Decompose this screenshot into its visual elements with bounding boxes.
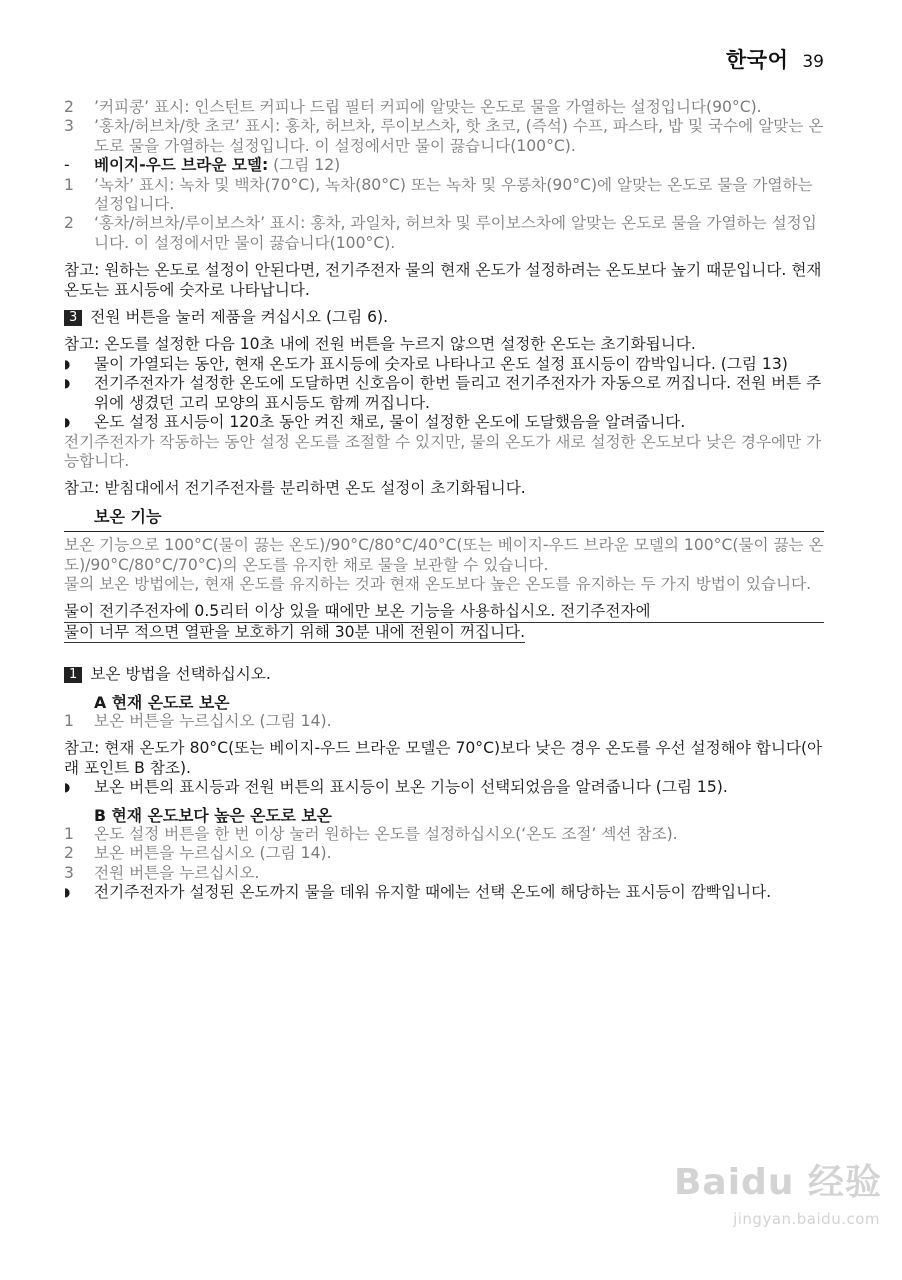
warning-line: 물이 전기주전자에 0.5리터 이상 있을 때에만 보온 기능을 사용하십시오. 전기주전자에 [64, 602, 824, 622]
bullet-text: 온도 설정 표시등이 120초 동안 켜진 채로, 물이 설정한 온도에 도달했음을 알려줍니다. [94, 413, 686, 432]
watermark-logo-text: Baidu 经验 [673, 1162, 882, 1203]
note-paragraph: 참고: 현재 온도가 80°C(또는 베이지-우드 브라운 모델은 70°C)보다 낮은 경우 온도를 우선 설정해야 합니다(아래 포인트 B 참조). [64, 739, 823, 777]
bullet-text: 보온 버튼의 표시등과 전원 버튼의 표시등이 보온 기능이 선택되었음을 알려줍니다 (그림 15). [94, 778, 728, 797]
item-number: 1 [64, 825, 74, 843]
bullet-item [64, 355, 824, 374]
note-paragraph: 참고: 받침대에서 전기주전자를 분리하면 온도 설정이 초기화됩니다. [64, 479, 526, 498]
subsection-title: A 현재 온도로 보온 [94, 692, 230, 712]
page-header [726, 44, 824, 74]
item-text: ‘홍차/허브차/루이보스차’ 표시: 홍차, 과일차, 허브차 및 루이보스차에 알맞는 온도로 물을 가열하는 설정입니다. 이 설정에서만 물이 끓습니다(100°C). [94, 214, 817, 252]
step-text: 보온 방법을 선택하십시오. [90, 665, 271, 684]
list-item [64, 864, 824, 883]
bullet-text: 전기주전자가 설정한 온도에 도달하면 신호음이 한번 들리고 전기주전자가 자동으로 꺼집니다. 전원 버튼 주위에 생겼던 고리 모양의 표시등도 함께 꺼집니다. [94, 374, 822, 412]
watermark-url: jingyan.baidu.com [733, 1210, 880, 1228]
bullet-item [64, 883, 824, 902]
page-content [64, 98, 824, 903]
bullet-item [64, 778, 824, 797]
item-number: 2 [64, 844, 74, 863]
list-item [64, 117, 824, 156]
item-text: 보온 버튼을 누르십시오 (그림 14). [94, 844, 332, 863]
item-number: 3 [64, 863, 74, 882]
subsection-title: B 현재 온도보다 높은 온도로 보온 [94, 805, 332, 825]
bullet-icon: ◗ [64, 780, 71, 795]
item-text: ’커피콩’ 표시: 인스턴트 커피나 드립 필터 커피에 알맞는 온도로 물을 가열하는 설정입니다(90°C). [94, 98, 762, 116]
list-item [64, 825, 824, 844]
bullet-icon: ◗ [64, 885, 71, 900]
list-item [64, 844, 824, 863]
item-text: ’녹차’ 표시: 녹차 및 백차(70°C), 녹차(80°C) 또는 녹차 및 우롱차(90°C)에 알맞는 온도로 물을 가열하는 설정입니다. [94, 175, 813, 214]
warning-block [64, 602, 824, 643]
body-paragraph: 보온 기능으로 100°C(물이 끓는 온도)/90°C/80°C/40°C(또는 베이지-우드 브라운 모델의 100°C(물이 끓는 온도)/90°C/80°C/70°C)의 온도를 유지한 채로 물을 보관할 수 있습니다. [64, 536, 824, 574]
dash-marker: - [64, 156, 70, 175]
item-text: 온도 설정 버튼을 한 번 이상 눌러 원하는 온도를 설정하십시오(‘온도 조절’ 섹션 참조). [94, 825, 678, 843]
item-text: 보온 버튼을 누르십시오 (그림 14). [94, 711, 332, 730]
item-number: 2 [64, 214, 74, 233]
step-number-box: 3 [64, 310, 82, 326]
step-number-box: 1 [64, 667, 82, 683]
model-heading [64, 156, 824, 175]
note-paragraph: 참고: 원하는 온도로 설정이 안된다면, 전기주전자 물의 현재 온도가 설정하려는 온도보다 높기 때문입니다. 현재 온도는 표시등에 숫자로 나타납니다. [64, 261, 822, 299]
list-item [64, 712, 824, 731]
section-heading [64, 507, 824, 532]
bullet-icon: ◗ [64, 376, 71, 391]
item-text: ’홍차/허브차/핫 초코’ 표시: 홍차, 허브차, 루이보스차, 핫 초코, (즉석) 수프, 파스타, 밥 및 국수에 알맞는 온도로 물을 가열하는 설정입니다. 이 설정에서만 물이 끓습니다(100°C). [94, 117, 824, 155]
language-label: 한국어 [726, 48, 789, 72]
bullet-icon: ◗ [64, 356, 71, 371]
item-number: 1 [64, 711, 74, 730]
section-title: 보온 기능 [94, 506, 162, 526]
bullet-text: 물이 가열되는 동안, 현재 온도가 표시등에 숫자로 나타나고 온도 설정 표시등이 깜박입니다. (그림 13) [94, 354, 788, 373]
warning-line: 물이 너무 적으면 열판을 보호하기 위해 30분 내에 전원이 꺼집니다. [64, 623, 525, 643]
watermark [658, 1154, 888, 1228]
item-text: 전원 버튼을 누르십시오. [94, 863, 260, 882]
step-line [64, 665, 824, 684]
page-number: 39 [802, 52, 824, 72]
model-name: 베이지-우드 브라운 모델: [94, 156, 269, 175]
bullet-text: 전기주전자가 설정된 온도까지 물을 데워 유지할 때에는 선택 온도에 해당하는 표시등이 깜빡입니다. [94, 883, 772, 902]
body-paragraph: 물의 보온 방법에는, 현재 온도를 유지하는 것과 현재 온도보다 높은 온도를 유지하는 두 가지 방법이 있습니다. [64, 574, 812, 593]
list-item [64, 98, 824, 117]
bullet-item [64, 413, 824, 432]
item-number: 3 [64, 117, 74, 136]
list-item [64, 214, 824, 253]
item-number: 1 [64, 175, 74, 194]
bullet-icon: ◗ [64, 415, 71, 430]
body-paragraph: 전기주전자가 작동하는 동안 설정 온도를 조절할 수 있지만, 물의 온도가 새로 설정한 온도보다 낮은 경우에만 가능합니다. [64, 432, 822, 470]
note-paragraph: 참고: 온도를 설정한 다음 10초 내에 전원 버튼을 누르지 않으면 설정한 온도는 초기화됩니다. [64, 335, 696, 354]
bullet-item [64, 374, 824, 413]
step-line [64, 308, 824, 327]
list-item [64, 176, 824, 215]
item-number: 2 [64, 98, 74, 116]
step-text: 전원 버튼을 눌러 제품을 켜십시오 (그림 6). [90, 308, 389, 327]
figure-ref: (그림 12) [268, 156, 341, 175]
